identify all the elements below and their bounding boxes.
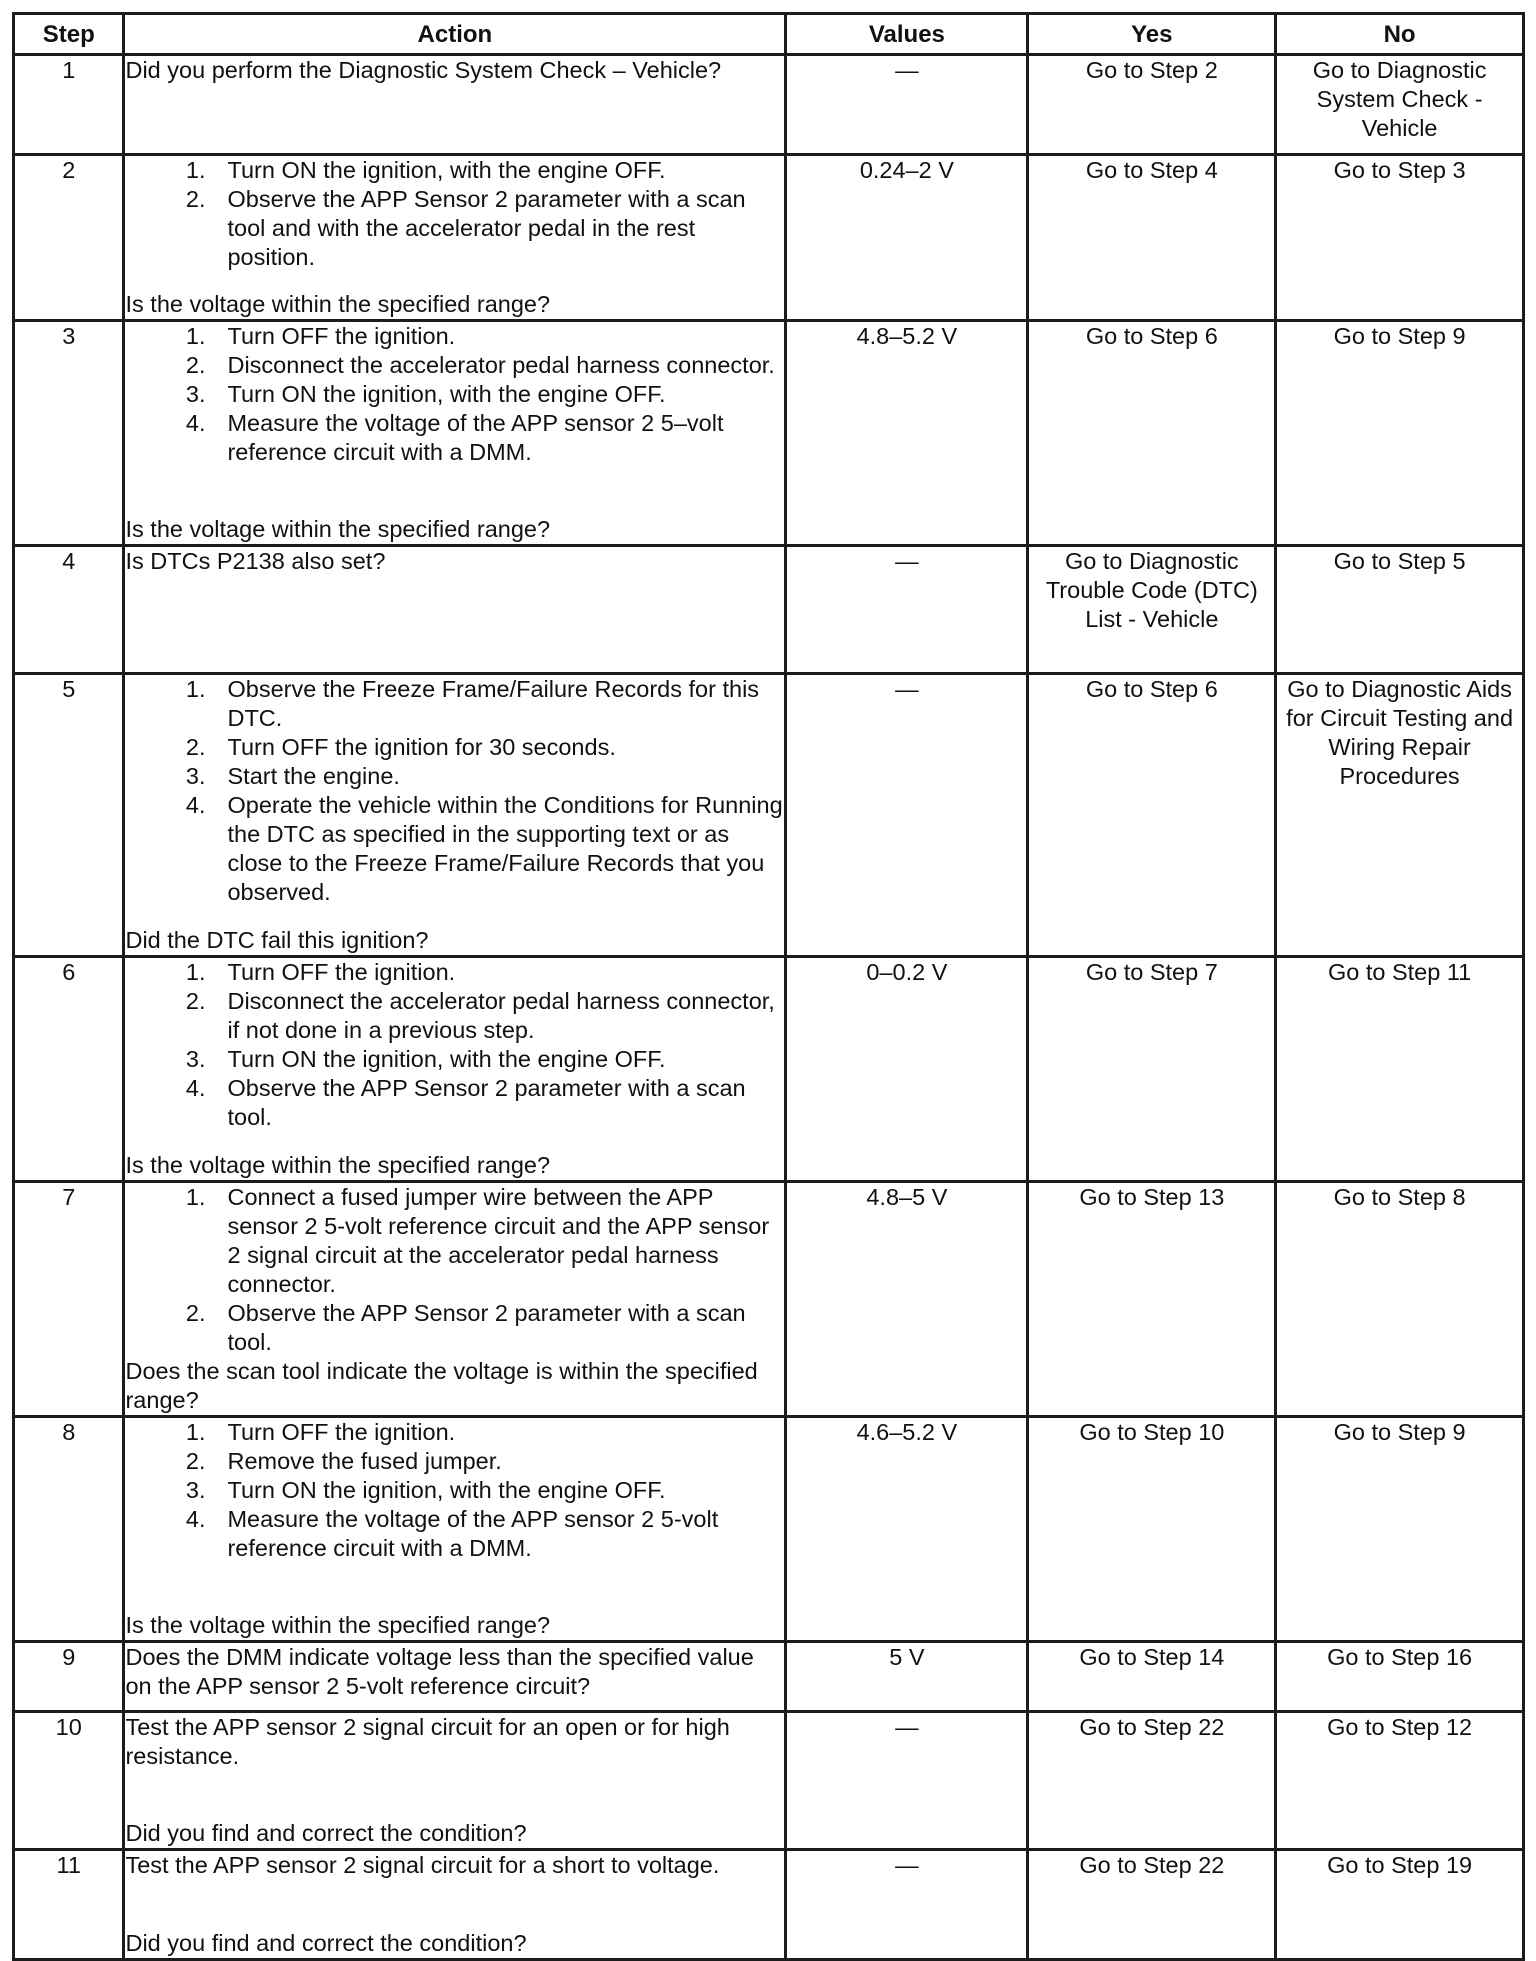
action-text: Does the DMM indicate voltage less than the specified value on the APP sensor 2 5-volt reference circuit?	[125, 1644, 754, 1699]
action-content	[125, 1418, 784, 1640]
yes-cell: Go to Step 2	[1028, 55, 1276, 155]
action-step-number: 1.	[185, 323, 206, 349]
action-step-number: 3.	[185, 763, 206, 789]
action-top	[125, 56, 784, 85]
no-cell: Go to Step 9	[1276, 1417, 1524, 1642]
action-step-text: Turn ON the ignition, with the engine OFF.	[227, 381, 666, 407]
action-step	[125, 733, 784, 762]
action-step-text: Turn OFF the ignition for 30 seconds.	[227, 734, 616, 760]
action-step	[125, 1045, 784, 1074]
action-step	[125, 675, 784, 733]
action-step	[125, 351, 784, 380]
values-cell: —	[786, 1712, 1028, 1850]
action-question: Did you find and correct the condition?	[125, 1930, 527, 1956]
no-cell: Go to Step 19	[1276, 1850, 1524, 1960]
values-cell: —	[786, 546, 1028, 674]
action-content	[125, 1643, 784, 1710]
action-step-number: 3.	[185, 1477, 206, 1503]
action-cell	[124, 1642, 786, 1712]
action-step	[125, 762, 784, 791]
action-content	[125, 958, 784, 1180]
values-cell: —	[786, 1850, 1028, 1960]
step-number: 11	[14, 1850, 124, 1960]
action-question: Is the voltage within the specified range?	[125, 1612, 551, 1638]
action-step-number: 1.	[185, 1184, 206, 1210]
action-step	[125, 380, 784, 409]
action-step-text: Turn OFF the ignition.	[227, 1419, 456, 1445]
action-content	[125, 56, 784, 153]
no-cell: Go to Diagnostic Aids for Circuit Testing and Wiring Repair Procedures	[1276, 674, 1524, 957]
action-cell	[124, 1417, 786, 1642]
step-number: 6	[14, 957, 124, 1182]
action-content	[125, 1713, 784, 1848]
action-content	[125, 547, 784, 672]
no-cell: Go to Step 16	[1276, 1642, 1524, 1712]
action-step-text: Turn ON the ignition, with the engine OFF.	[227, 157, 666, 183]
action-step-number: 4.	[185, 410, 206, 436]
values-cell: 4.8–5.2 V	[786, 321, 1028, 546]
action-steps-list	[125, 156, 784, 272]
no-cell: Go to Step 9	[1276, 321, 1524, 546]
action-text: Did you perform the Diagnostic System Check – Vehicle?	[125, 57, 722, 83]
action-step	[125, 1418, 784, 1447]
yes-cell: Go to Step 7	[1028, 957, 1276, 1182]
action-steps-list	[125, 322, 784, 467]
action-step-number: 4.	[185, 792, 206, 818]
action-step-number: 2.	[185, 988, 206, 1014]
action-step	[125, 409, 784, 467]
action-step-text: Observe the Freeze Frame/Failure Records for this DTC.	[227, 676, 760, 731]
action-step-number: 3.	[185, 1046, 206, 1072]
no-cell: Go to Step 12	[1276, 1712, 1524, 1850]
action-step-text: Observe the APP Sensor 2 parameter with a scan tool and with the accelerator pedal in the rest position.	[227, 186, 746, 270]
action-top	[125, 1418, 784, 1563]
step-number: 1	[14, 55, 124, 155]
action-step	[125, 322, 784, 351]
values-cell: 5 V	[786, 1642, 1028, 1712]
action-step	[125, 1476, 784, 1505]
header-no: No	[1276, 14, 1524, 55]
action-text: Is DTCs P2138 also set?	[125, 548, 386, 574]
yes-cell: Go to Step 13	[1028, 1182, 1276, 1417]
action-question: Is the voltage within the specified range?	[125, 291, 551, 317]
action-cell	[124, 1182, 786, 1417]
action-text: Test the APP sensor 2 signal circuit for a short to voltage.	[125, 1852, 720, 1878]
action-cell	[124, 1712, 786, 1850]
action-step-number: 2.	[185, 352, 206, 378]
table-row	[14, 321, 1524, 546]
no-cell: Go to Step 8	[1276, 1182, 1524, 1417]
action-step-text: Remove the fused jumper.	[227, 1448, 502, 1474]
action-step-number: 4.	[185, 1506, 206, 1532]
yes-cell: Go to Step 6	[1028, 674, 1276, 957]
table-row	[14, 1642, 1524, 1712]
action-content	[125, 156, 784, 319]
action-step-text: Turn ON the ignition, with the engine OFF.	[227, 1477, 666, 1503]
yes-cell: Go to Step 6	[1028, 321, 1276, 546]
action-steps-list	[125, 675, 784, 907]
action-step-number: 4.	[185, 1075, 206, 1101]
action-step	[125, 1505, 784, 1563]
action-step-text: Disconnect the accelerator pedal harness connector.	[227, 352, 775, 378]
step-number: 8	[14, 1417, 124, 1642]
action-content	[125, 1183, 784, 1415]
action-cell	[124, 546, 786, 674]
action-cell	[124, 155, 786, 321]
action-step-number: 1.	[185, 1419, 206, 1445]
action-top	[125, 322, 784, 467]
table-row	[14, 1712, 1524, 1850]
header-action: Action	[124, 14, 786, 55]
action-step	[125, 156, 784, 185]
step-number: 2	[14, 155, 124, 321]
action-steps-list	[125, 958, 784, 1132]
action-step-text: Operate the vehicle within the Conditions for Running the DTC as specified in the supporting text or as close to the Freeze Frame/Failure Records that you observed.	[227, 792, 783, 905]
action-step-number: 2.	[185, 734, 206, 760]
action-step-number: 1.	[185, 157, 206, 183]
table-row	[14, 1417, 1524, 1642]
step-number: 10	[14, 1712, 124, 1850]
action-step-number: 3.	[185, 381, 206, 407]
action-step-text: Connect a fused jumper wire between the APP sensor 2 5-volt reference circuit and the APP sensor 2 signal circuit at the accelerator pedal harness connector.	[227, 1184, 770, 1297]
step-number: 9	[14, 1642, 124, 1712]
action-step-text: Turn OFF the ignition.	[227, 959, 456, 985]
step-number: 7	[14, 1182, 124, 1417]
action-step-text: Observe the APP Sensor 2 parameter with a scan tool.	[227, 1300, 746, 1355]
header-row	[14, 14, 1524, 55]
action-question: Did you find and correct the condition?	[125, 1820, 527, 1846]
action-cell	[124, 321, 786, 546]
action-step-number: 1.	[185, 959, 206, 985]
action-top	[125, 1183, 784, 1357]
action-step	[125, 1299, 784, 1357]
table-row	[14, 957, 1524, 1182]
action-cell	[124, 55, 786, 155]
action-step-text: Turn ON the ignition, with the engine OFF.	[227, 1046, 666, 1072]
table-row	[14, 674, 1524, 957]
yes-cell: Go to Step 22	[1028, 1712, 1276, 1850]
yes-cell: Go to Step 22	[1028, 1850, 1276, 1960]
action-question: Does the scan tool indicate the voltage is within the specified range?	[125, 1358, 758, 1413]
no-cell: Go to Step 11	[1276, 957, 1524, 1182]
action-question: Did the DTC fail this ignition?	[125, 927, 429, 953]
table-row	[14, 546, 1524, 674]
step-number: 5	[14, 674, 124, 957]
action-step-text: Measure the voltage of the APP sensor 2 5–volt reference circuit with a DMM.	[227, 410, 724, 465]
action-cell	[124, 957, 786, 1182]
action-step-text: Turn OFF the ignition.	[227, 323, 456, 349]
action-step-number: 2.	[185, 1300, 206, 1326]
header-yes: Yes	[1028, 14, 1276, 55]
action-top	[125, 156, 784, 272]
values-cell: 0–0.2 V	[786, 957, 1028, 1182]
action-content	[125, 675, 784, 955]
action-steps-list	[125, 1418, 784, 1563]
action-step	[125, 987, 784, 1045]
yes-cell: Go to Step 14	[1028, 1642, 1276, 1712]
no-cell: Go to Step 3	[1276, 155, 1524, 321]
yes-cell: Go to Step 4	[1028, 155, 1276, 321]
header-values: Values	[786, 14, 1028, 55]
values-cell: —	[786, 55, 1028, 155]
action-step	[125, 1447, 784, 1476]
action-step-text: Measure the voltage of the APP sensor 2 5-volt reference circuit with a DMM.	[227, 1506, 719, 1561]
yes-cell: Go to Diagnostic Trouble Code (DTC) List - Vehicle	[1028, 546, 1276, 674]
action-text: Test the APP sensor 2 signal circuit for an open or for high resistance.	[125, 1714, 730, 1769]
action-top	[125, 675, 784, 907]
header-step: Step	[14, 14, 124, 55]
action-steps-list	[125, 1183, 784, 1357]
action-cell	[124, 674, 786, 957]
table-row	[14, 1182, 1524, 1417]
step-number: 3	[14, 321, 124, 546]
table-row	[14, 155, 1524, 321]
table-row	[14, 1850, 1524, 1960]
values-cell: 4.6–5.2 V	[786, 1417, 1028, 1642]
values-cell: 0.24–2 V	[786, 155, 1028, 321]
diagnostic-table	[12, 12, 1525, 1961]
action-step-text: Disconnect the accelerator pedal harness connector, if not done in a previous step.	[227, 988, 775, 1043]
table-row	[14, 55, 1524, 155]
action-cell	[124, 1850, 786, 1960]
action-question: Is the voltage within the specified range?	[125, 516, 551, 542]
values-cell: —	[786, 674, 1028, 957]
action-top	[125, 547, 784, 576]
action-step-number: 2.	[185, 1448, 206, 1474]
action-step	[125, 1183, 784, 1299]
action-step-text: Start the engine.	[227, 763, 400, 789]
action-top	[125, 1713, 784, 1771]
action-step-number: 2.	[185, 186, 206, 212]
no-cell: Go to Step 5	[1276, 546, 1524, 674]
action-content	[125, 1851, 784, 1958]
values-cell: 4.8–5 V	[786, 1182, 1028, 1417]
action-content	[125, 322, 784, 544]
action-step	[125, 1074, 784, 1132]
yes-cell: Go to Step 10	[1028, 1417, 1276, 1642]
action-step	[125, 185, 784, 272]
step-number: 4	[14, 546, 124, 674]
action-step-text: Observe the APP Sensor 2 parameter with a scan tool.	[227, 1075, 746, 1130]
action-step-number: 1.	[185, 676, 206, 702]
action-top	[125, 1851, 784, 1880]
no-cell: Go to Diagnostic System Check - Vehicle	[1276, 55, 1524, 155]
action-step	[125, 958, 784, 987]
action-top	[125, 1643, 784, 1701]
action-step	[125, 791, 784, 907]
action-top	[125, 958, 784, 1132]
action-question: Is the voltage within the specified range?	[125, 1152, 551, 1178]
